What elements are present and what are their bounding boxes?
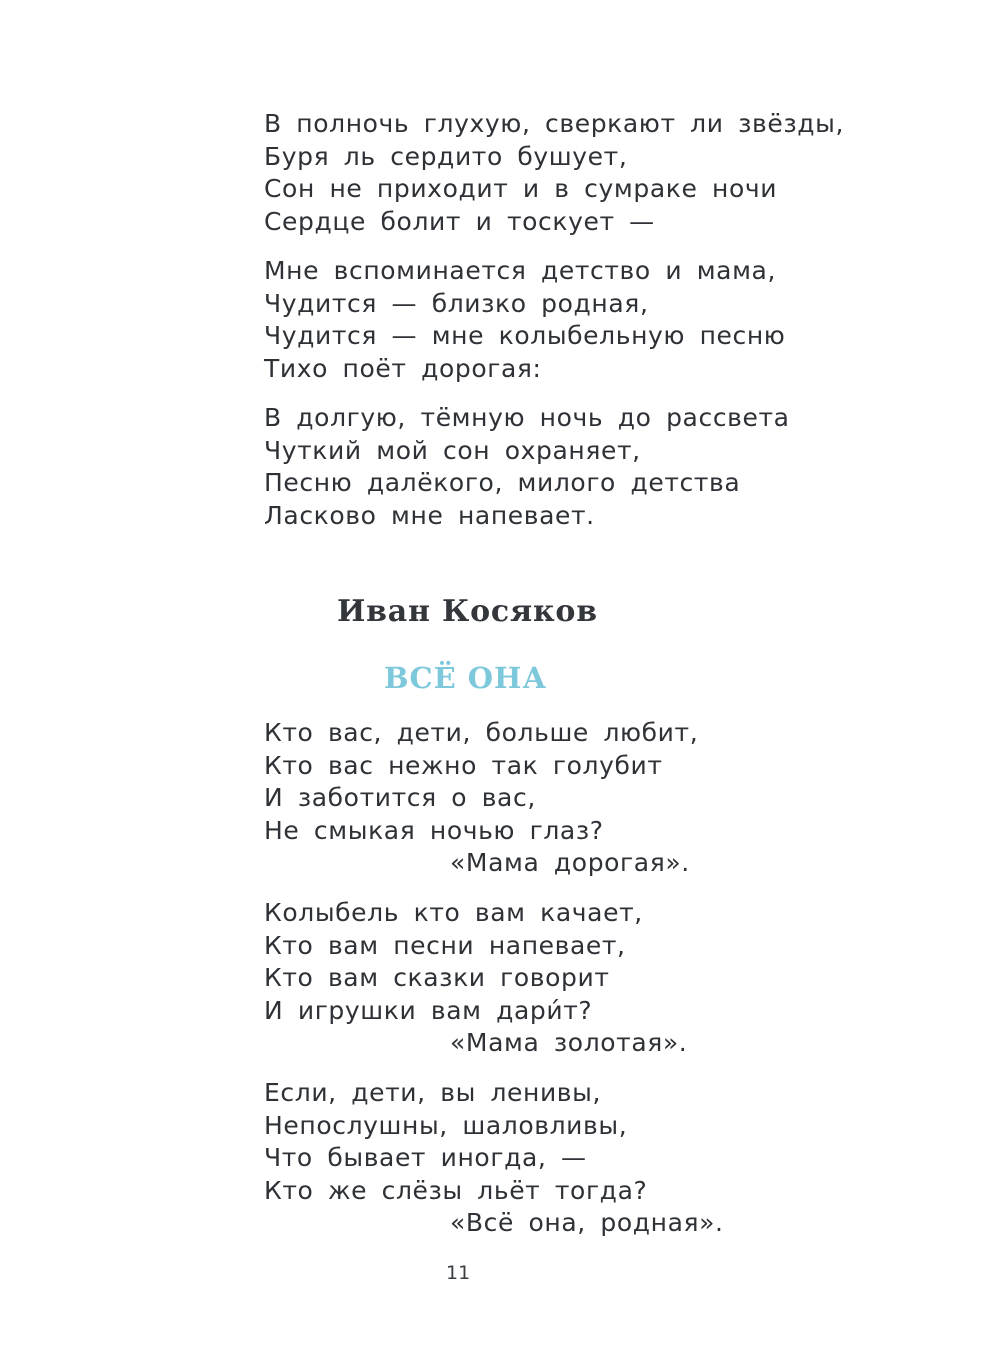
poem1-stanza-2 (264, 255, 785, 385)
verse-refrain: «Мама дорогая». (450, 848, 690, 877)
verse-line: Что бывает иногда, — (264, 1143, 587, 1172)
verse-line: Колыбель кто вам качает, (264, 898, 643, 927)
verse-line: Ласково мне напевает. (264, 500, 595, 530)
poem1-stanza-1 (264, 108, 844, 238)
verse-line: В полночь глухую, сверкают ли звёзды, (264, 109, 844, 138)
poem2-stanza-2 (264, 897, 687, 1060)
verse-line: Непослушны, шаловливы, (264, 1110, 628, 1140)
poem2-stanza-3 (264, 1077, 724, 1240)
verse-line: Если, дети, вы ленивы, (264, 1078, 602, 1107)
verse-line: Кто вам песни напевает, (264, 930, 626, 960)
verse-line: Сердце болит и тоскует — (264, 206, 655, 236)
verse-line: Мне вспоминается детство и мама, (264, 256, 777, 285)
page-number: 11 (446, 1262, 471, 1284)
verse-line: Чудится — мне колыбельную песню (264, 321, 786, 350)
author-name: Иван Косяков (337, 594, 598, 629)
verse-line: И заботится о вас, (264, 783, 536, 812)
verse-line: Не смыкая ночью глаз? (264, 815, 604, 845)
verse-refrain: «Мама золотая». (450, 1028, 688, 1057)
verse-line: В долгую, тёмную ночь до рассвета (264, 403, 790, 432)
verse-line: Песню далёкого, милого детства (264, 468, 741, 497)
poem2-stanza-1 (264, 717, 698, 880)
verse-refrain: «Всё она, родная». (450, 1208, 724, 1237)
verse-line: Кто вам сказки говорит (264, 963, 610, 992)
verse-line: Тихо поёт дорогая: (264, 353, 542, 383)
poem1-stanza-3 (264, 402, 790, 532)
verse-line: Кто же слёзы льёт тогда? (264, 1175, 648, 1205)
verse-line: Чуткий мой сон охраняет, (264, 435, 641, 465)
verse-line: Кто вас нежно так голубит (264, 750, 663, 780)
verse-line: Сон не приходит и в сумраке ночи (264, 174, 778, 203)
verse-line: Кто вас, дети, больше любит, (264, 718, 699, 747)
poem-title: ВСЁ ОНА (384, 661, 548, 695)
verse-line: И игрушки вам дари́т? (264, 995, 593, 1025)
verse-line: Буря ль сердито бушует, (264, 141, 628, 171)
verse-line: Чудится — близко родная, (264, 288, 649, 318)
